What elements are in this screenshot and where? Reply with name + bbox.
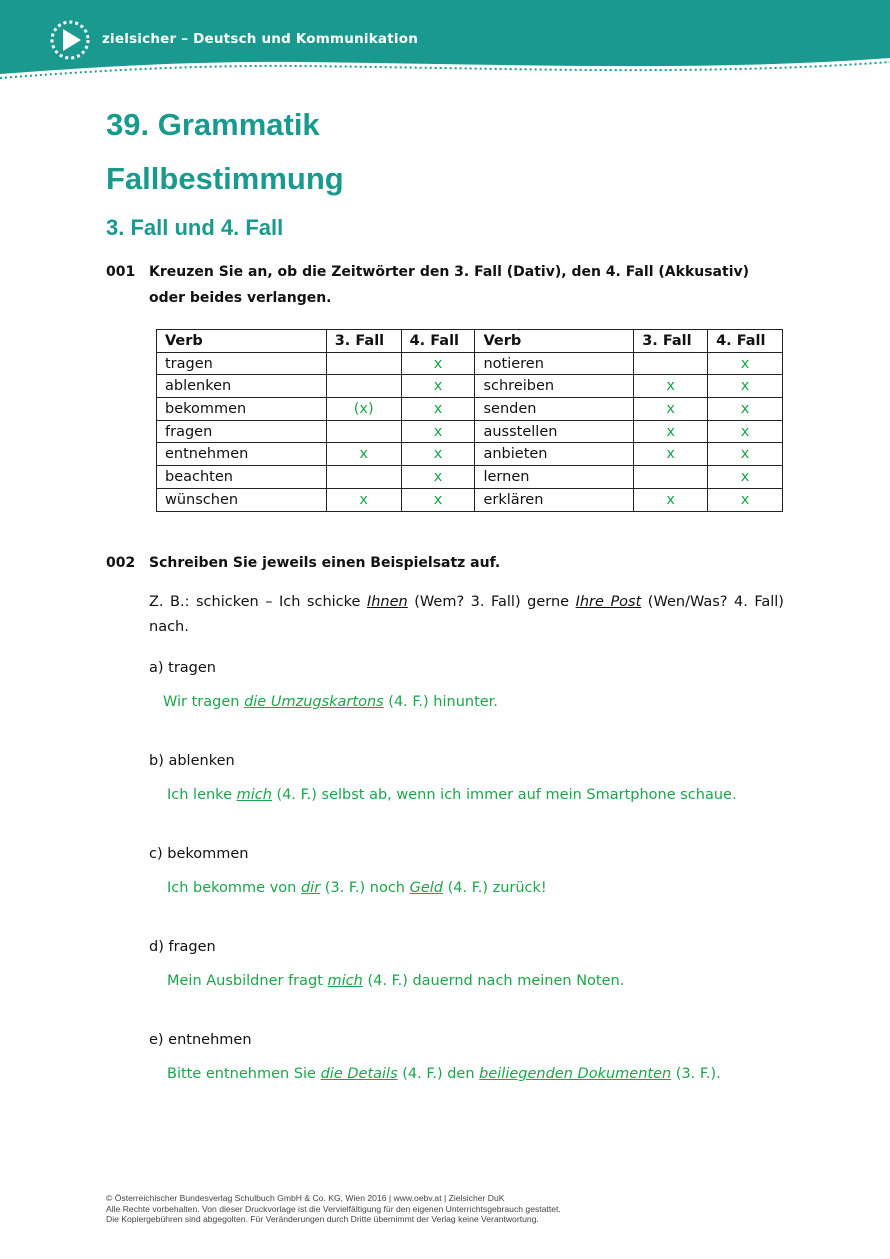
mark-cell: x: [708, 466, 783, 489]
verb-case-table: [156, 329, 783, 512]
mark-cell: [634, 352, 708, 375]
example-text: (Wem? 3. Fall) gerne: [407, 594, 576, 610]
header-verb: Verb: [475, 330, 634, 353]
table-header-row: [157, 330, 783, 353]
answer-underlined: mich: [327, 973, 363, 989]
answer-d: [167, 969, 624, 994]
mark-cell: x: [326, 488, 401, 511]
verb-cell: schreiben: [475, 375, 634, 398]
table-row: [157, 466, 783, 489]
mark-cell: x: [708, 443, 783, 466]
chapter-title: 39. Grammatik: [106, 107, 320, 142]
item-label-c: c) bekommen: [149, 846, 249, 862]
table-row: [157, 488, 783, 511]
mark-cell: [326, 375, 401, 398]
task-instruction: Kreuzen Sie an, ob die Zeitwörter den 3. Fall (Dativ), den 4. Fall (Akkusativ) oder beides verlangen.: [149, 264, 750, 306]
brand-title: zielsicher – Deutsch und Kommunikation: [102, 31, 419, 47]
mark-cell: x: [634, 398, 708, 421]
item-label-d: d) fragen: [149, 939, 216, 955]
task-number: 002: [106, 555, 136, 571]
table-row: [157, 420, 783, 443]
verb-cell: bekommen: [157, 398, 327, 421]
answer-text: (4. F.) zurück!: [443, 880, 547, 896]
item-label-a: a) tragen: [149, 660, 216, 676]
answer-underlined: dir: [300, 880, 321, 896]
answer-text: (4. F.) selbst ab, wenn ich immer auf mein Smartphone schaue.: [271, 787, 737, 803]
mark-cell: x: [401, 443, 475, 466]
mark-cell: x: [634, 420, 708, 443]
answer-b: [167, 783, 737, 808]
table-row: [157, 443, 783, 466]
verb-cell: fragen: [157, 420, 327, 443]
answer-text: (4. F.) hinunter.: [383, 694, 498, 710]
mark-cell: x: [326, 443, 401, 466]
verb-cell: notieren: [475, 352, 634, 375]
answer-underlined: die Umzugskartons: [244, 694, 384, 710]
verb-cell: ausstellen: [475, 420, 634, 443]
answer-text: Ich lenke: [167, 787, 237, 803]
mark-cell: [326, 466, 401, 489]
task-number: 001: [106, 264, 136, 280]
mark-cell: [634, 466, 708, 489]
mark-cell: x: [634, 488, 708, 511]
header-4-fall: 4. Fall: [401, 330, 475, 353]
item-label-e: e) entnehmen: [149, 1032, 252, 1048]
answer-underlined: die Details: [320, 1066, 398, 1082]
table-row: [157, 352, 783, 375]
answer-e: [167, 1062, 721, 1087]
answer-text: Bitte entnehmen Sie: [167, 1066, 321, 1082]
verb-cell: erklären: [475, 488, 634, 511]
mark-cell: x: [708, 420, 783, 443]
answer-text: (4. F.) dauernd nach meinen Noten.: [362, 973, 625, 989]
verb-cell: ablenken: [157, 375, 327, 398]
header-3-fall: 3. Fall: [634, 330, 708, 353]
answer-text: Ich bekomme von: [167, 880, 301, 896]
answer-text: Mein Ausbildner fragt: [167, 973, 328, 989]
mark-cell: x: [401, 375, 475, 398]
copyright-footer: [106, 1193, 561, 1225]
answer-underlined: mich: [236, 787, 272, 803]
mark-cell: x: [401, 398, 475, 421]
mark-cell: [326, 420, 401, 443]
mark-cell: x: [708, 375, 783, 398]
answer-underlined: Geld: [409, 880, 443, 896]
example-text: (Wen/Was? 4. Fall) nach.: [149, 594, 784, 635]
example-underlined: Ihnen: [366, 594, 408, 610]
mark-cell: x: [401, 466, 475, 489]
task-instruction: Schreiben Sie jeweils einen Beispielsatz auf.: [149, 555, 501, 571]
verb-cell: tragen: [157, 352, 327, 375]
verb-cell: anbieten: [475, 443, 634, 466]
footer-line: © Österreichischer Bundesverlag Schulbuch GmbH & Co. KG, Wien 2016 | www.oebv.at | Zielsicher DuK: [106, 1193, 505, 1203]
answer-text: Wir tragen: [163, 694, 245, 710]
mark-cell: x: [634, 443, 708, 466]
example-underlined: Ihre Post: [575, 594, 642, 610]
answer-text: (4. F.) den: [397, 1066, 480, 1082]
table-row: [157, 398, 783, 421]
example-text: Z. B.: schicken – Ich schicke: [149, 594, 367, 610]
verb-cell: senden: [475, 398, 634, 421]
verb-cell: lernen: [475, 466, 634, 489]
subtopic-title: 3. Fall und 4. Fall: [106, 215, 284, 240]
verb-cell: entnehmen: [157, 443, 327, 466]
mark-cell: [326, 352, 401, 375]
answer-text: (3. F.).: [671, 1066, 721, 1082]
topic-title: Fallbestimmung: [106, 161, 344, 196]
mark-cell: x: [401, 488, 475, 511]
header-4-fall: 4. Fall: [708, 330, 783, 353]
header-verb: Verb: [157, 330, 327, 353]
answer-underlined: beiliegenden Dokumenten: [479, 1066, 672, 1082]
footer-line: Die Kopiergebühren sind abgegolten. Für Veränderungen durch Dritte übernimmt der Verlag keine Verantwortung.: [106, 1214, 539, 1224]
footer-line: Alle Rechte vorbehalten. Von dieser Druckvorlage ist die Vervielfältigung für den eigenen Unterrichtsgebrauch gestattet.: [106, 1203, 561, 1214]
verb-cell: beachten: [157, 466, 327, 489]
mark-cell: x: [634, 375, 708, 398]
mark-cell: x: [708, 398, 783, 421]
answer-a: [163, 690, 498, 715]
header-3-fall: 3. Fall: [326, 330, 401, 353]
mark-cell: x: [401, 352, 475, 375]
mark-cell: x: [708, 488, 783, 511]
table-row: [157, 375, 783, 398]
answer-text: (3. F.) noch: [320, 880, 410, 896]
verb-cell: wünschen: [157, 488, 327, 511]
example-sentence: [149, 590, 784, 640]
mark-cell: (x): [326, 398, 401, 421]
mark-cell: x: [708, 352, 783, 375]
answer-c: [167, 876, 547, 901]
mark-cell: x: [401, 420, 475, 443]
item-label-b: b) ablenken: [149, 753, 235, 769]
